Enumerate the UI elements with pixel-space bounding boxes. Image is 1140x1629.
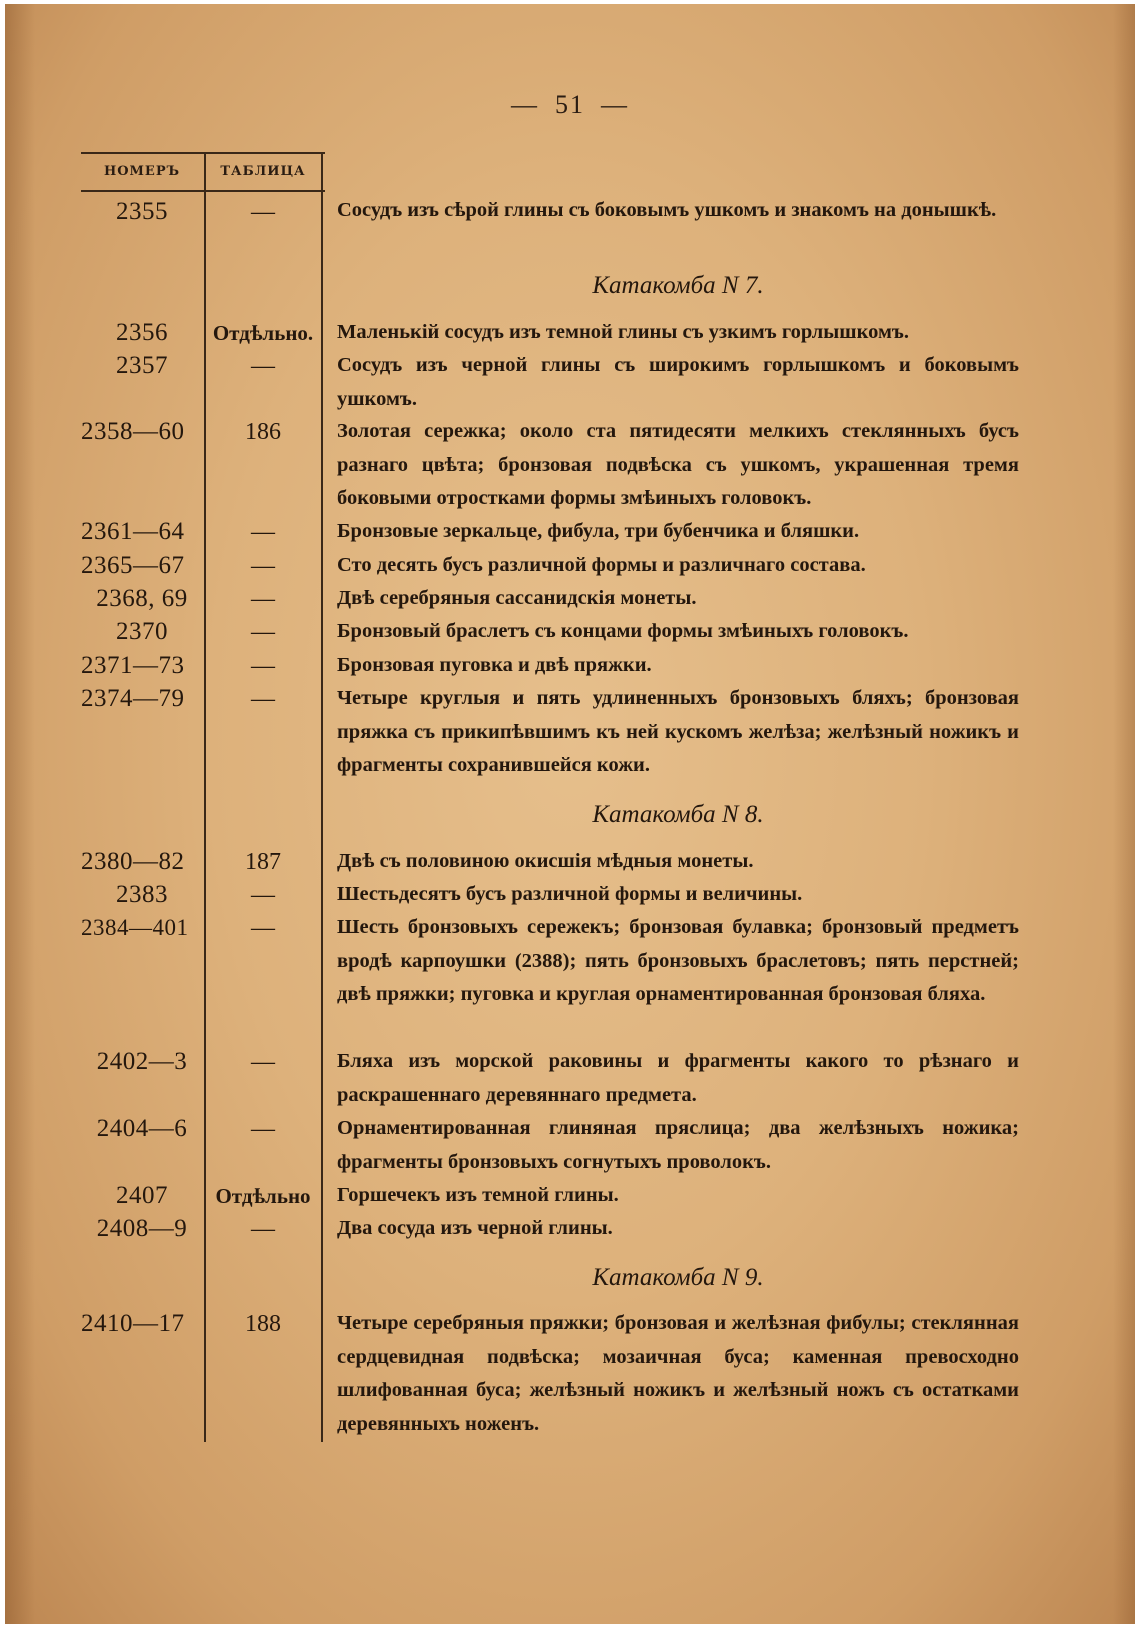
scanned-page (5, 4, 1135, 1624)
entry-description: Четыре круглыя и пять удлиненныхъ бронзовыхъ бляхъ; бронзовая пряжка съ прикипѣвшимъ къ ней кускомъ желѣза; желѣзный ножикъ и фрагменты сохранившейся кожи. (337, 687, 1019, 776)
entry-table: 186 (245, 419, 281, 445)
entry-number: 2380—82 (81, 848, 185, 875)
entry-table: — (251, 553, 275, 579)
entry-table: Отдѣльно. (212, 321, 314, 345)
entry-description: Сосудъ изъ сѣрой глины съ боковымъ ушкомъ и знакомъ на донышкѣ. (337, 199, 997, 221)
entry-table: — (251, 353, 275, 379)
page-number-value: 51 (555, 90, 585, 119)
entry-number: 2407 (116, 1182, 168, 1209)
entry-description: Горшечекъ изъ темной глины. (337, 1184, 619, 1206)
entry-description: Бляха изъ морской раковины и фрагменты какого то рѣзнаго и раскрашеннаго деревяннаго предмета. (337, 1050, 1019, 1106)
section-heading: Катакомба N 7. (592, 272, 764, 299)
entry-table: — (251, 1216, 275, 1242)
section-heading: Катакомба N 8. (592, 801, 764, 828)
entry-number: 2358—60 (81, 418, 185, 445)
entry-table: — (251, 586, 275, 612)
header-table: ТАБЛИЦА (220, 164, 306, 179)
entry-number: 2355 (116, 198, 168, 225)
entry-number: 2370 (116, 618, 168, 645)
entry-table: — (251, 619, 275, 645)
page-number-dash-left: — (511, 90, 539, 119)
entry-number: 2368, 69 (96, 585, 188, 612)
entry-number: 2361—64 (81, 518, 185, 545)
entry-table: — (251, 1116, 275, 1142)
entry-number: 2408—9 (96, 1215, 188, 1242)
entry-number: 2404—6 (96, 1115, 188, 1142)
entry-number: 2356 (116, 319, 168, 346)
entry-table: — (251, 882, 275, 908)
entry-description: Бронзовые зеркальце, фибула, три бубенчика и бляшки. (337, 520, 860, 542)
entry-description: Двѣ съ половиною окисшія мѣдныя монеты. (337, 850, 754, 872)
header-top-rule (81, 152, 325, 154)
entry-number: 2365—67 (81, 552, 185, 579)
entry-number: 2357 (116, 352, 168, 379)
header-bottom-rule (81, 190, 325, 192)
entry-table: — (251, 915, 275, 941)
entry-number: 2383 (116, 881, 168, 908)
entry-description: Сто десять бусъ различной формы и различнаго состава. (337, 554, 866, 576)
column-divider-right (321, 154, 323, 1442)
entry-table: 188 (245, 1311, 281, 1337)
entry-table: — (251, 1049, 275, 1075)
entry-table: — (251, 686, 275, 712)
section-heading: Катакомба N 9. (592, 1264, 764, 1291)
entry-table: 187 (245, 849, 281, 875)
entry-description: Бронзовая пуговка и двѣ пряжки. (337, 654, 652, 676)
entry-table: — (251, 653, 275, 679)
entry-description: Шесть бронзовыхъ сережекъ; бронзовая булавка; бронзовый предметъ вродѣ карпоушки (2388); пять бронзовыхъ браслетовъ; пять перстней; двѣ пряжки; пуговка и круглая орнаментированная бронзовая бляха. (337, 916, 1019, 1005)
entry-number: 2374—79 (81, 685, 185, 712)
entry-description: Шестьдесятъ бусъ различной формы и величины. (337, 883, 803, 905)
header-number: НОМЕРЪ (103, 164, 181, 179)
entry-description: Золотая сережка; около ста пятидесяти мелкихъ стеклянныхъ бусъ разнаго цвѣта; бронзовая подвѣска съ ушкомъ, украшенная тремя боковыми отростками формы змѣиныхъ головокъ. (337, 420, 1019, 509)
entry-table: — (251, 199, 275, 225)
entry-number: 2402—3 (96, 1048, 188, 1075)
page-number (5, 90, 1135, 120)
entry-description: Два сосуда изъ черной глины. (337, 1217, 613, 1239)
entry-description: Маленькій сосудъ изъ темной глины съ узкимъ горлышкомъ. (337, 321, 910, 343)
entry-description: Орнаментированная глиняная пряслица; два желѣзныхъ ножика; фрагменты бронзовыхъ согнутыхъ проволокъ. (337, 1117, 1019, 1173)
entry-table: Отдѣльно (215, 1184, 311, 1208)
entry-number: 2384—401 (81, 915, 189, 940)
entry-description: Двѣ серебряныя сассанидскія монеты. (337, 587, 697, 609)
entry-description: Бронзовый браслетъ съ концами формы змѣиныхъ головокъ. (337, 620, 909, 642)
entry-description: Сосудъ изъ черной глины съ широкимъ горлышкомъ и боковымъ ушкомъ. (337, 354, 1019, 410)
entry-number: 2371—73 (81, 652, 185, 679)
entry-table: — (251, 519, 275, 545)
entry-number: 2410—17 (81, 1310, 185, 1337)
page-number-dash-right: — (601, 90, 629, 119)
entry-description: Четыре серебряныя пряжки; бронзовая и желѣзная фибулы; стеклянная сердцевидная подвѣска; мозаичная буса; каменная превосходно шлифованная буса; желѣзный ножикъ и желѣзный ножъ съ остатками деревянныхъ ноженъ. (337, 1312, 1019, 1435)
